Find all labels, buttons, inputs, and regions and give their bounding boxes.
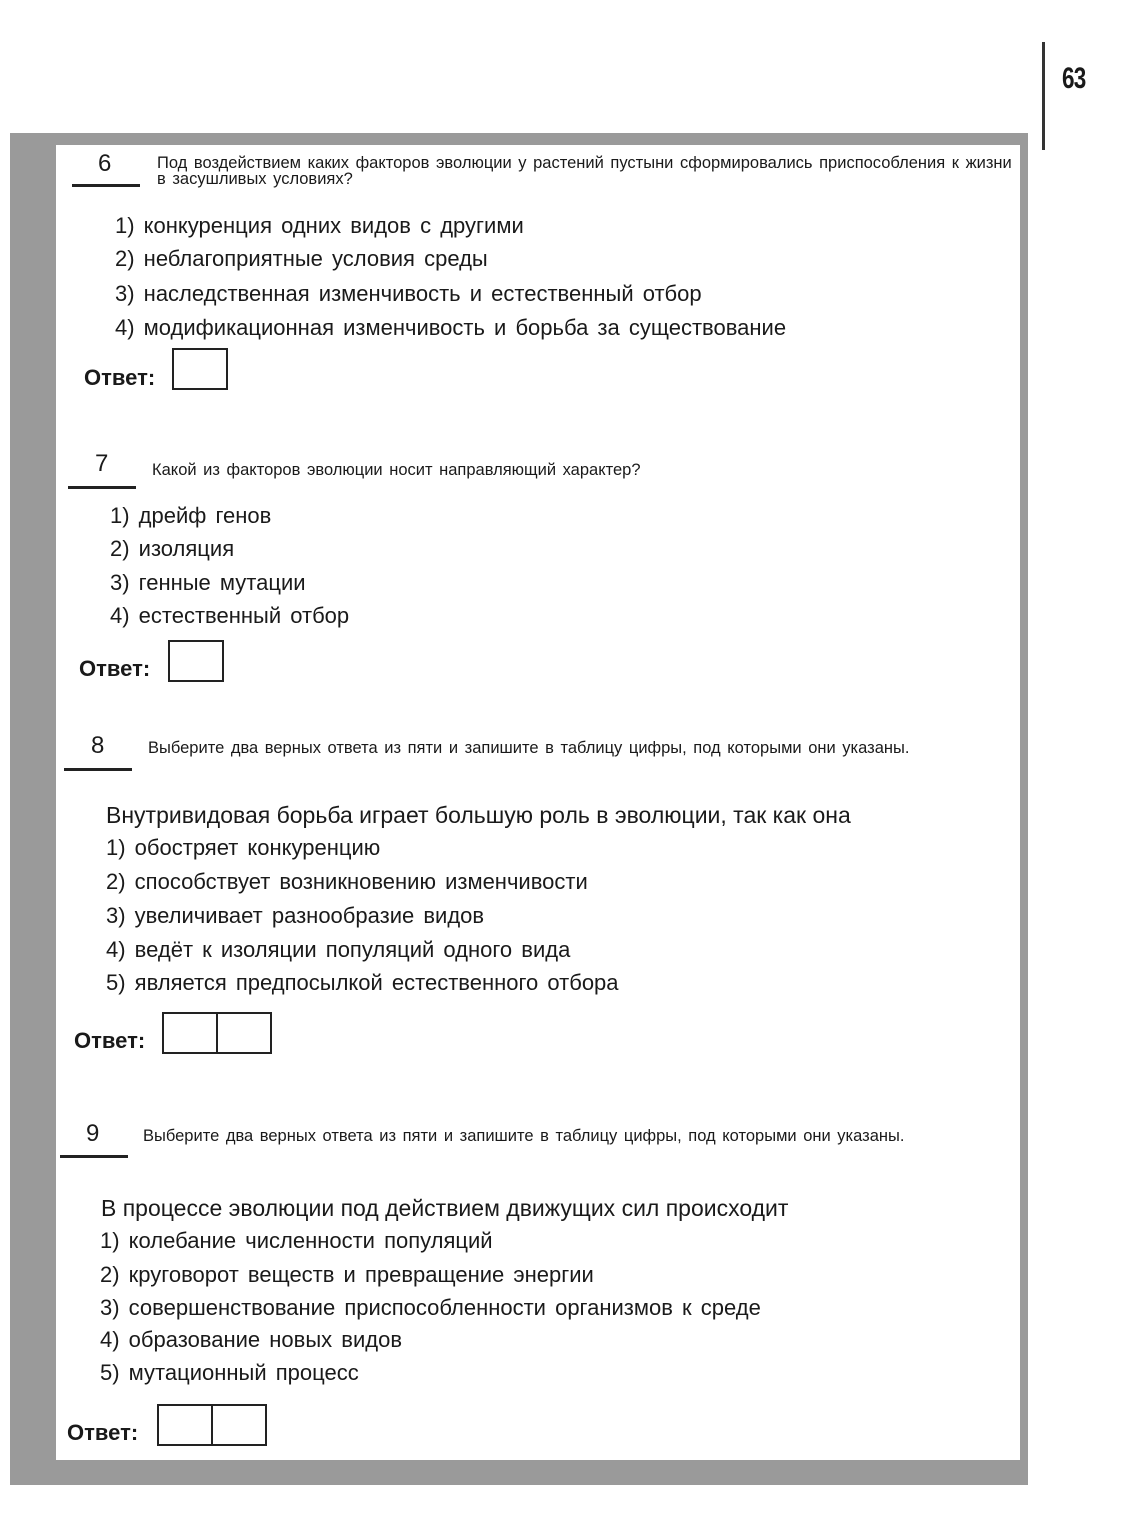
page-margin-line	[1042, 42, 1045, 150]
task-prompt: Выберите два верных ответа из пяти и запишите в таблицу цифры, под которыми они указаны.	[148, 739, 910, 757]
answer-label: Ответ:	[67, 1420, 139, 1445]
option: 1) колебание численности популяций	[100, 1228, 493, 1253]
option: 2) изоляция	[110, 536, 235, 561]
task-number-underline	[60, 1155, 128, 1158]
task-number: 6	[98, 150, 112, 177]
option: 2) круговорот веществ и превращение энергии	[100, 1262, 594, 1287]
answer-box[interactable]	[168, 640, 224, 682]
page-number: 63	[1062, 62, 1086, 95]
option: 1) дрейф генов	[110, 503, 272, 528]
task-number: 9	[86, 1120, 100, 1147]
answer-box[interactable]	[172, 348, 228, 390]
option: 4) модификационная изменчивость и борьба за существование	[115, 315, 787, 340]
option: 3) увеличивает разнообразие видов	[106, 903, 485, 928]
option: 3) совершенствование приспособленности организмов к среде	[100, 1295, 761, 1320]
task-number-underline	[72, 184, 140, 187]
option: 2) способствует возникновению изменчивости	[106, 869, 588, 894]
option: 3) наследственная изменчивость и естественный отбор	[115, 281, 702, 306]
answer-cell[interactable]	[170, 642, 222, 680]
option: 5) является предпосылкой естественного отбора	[106, 970, 619, 995]
task-number-underline	[68, 486, 136, 489]
answer-box[interactable]	[162, 1012, 272, 1054]
answer-cell[interactable]	[164, 1014, 216, 1052]
answer-cell[interactable]	[216, 1014, 270, 1052]
answer-cell[interactable]	[211, 1406, 265, 1444]
option: 5) мутационный процесс	[100, 1360, 359, 1385]
answer-label: Ответ:	[74, 1028, 146, 1053]
task-number: 7	[95, 450, 109, 477]
answer-label: Ответ:	[84, 365, 156, 390]
task-prompt: Выберите два верных ответа из пяти и запишите в таблицу цифры, под которыми они указаны.	[143, 1127, 905, 1145]
option: 4) образование новых видов	[100, 1327, 403, 1352]
answer-cell[interactable]	[159, 1406, 211, 1444]
option: 1) конкуренция одних видов с другими	[115, 213, 524, 238]
task-stem: В процессе эволюции под действием движущих сил происходит	[101, 1195, 789, 1221]
task-number: 8	[91, 732, 105, 759]
option: 4) ведёт к изоляции популяций одного вида	[106, 937, 571, 962]
answer-label: Ответ:	[79, 656, 151, 681]
option: 4) естественный отбор	[110, 603, 350, 628]
task-number-underline	[64, 768, 132, 771]
task-prompt: Под воздействием каких факторов эволюции у растений пустыни сформировались приспособления к жизни в засушливых условиях?	[157, 154, 1012, 188]
task-prompt: Какой из факторов эволюции носит направляющий характер?	[152, 461, 641, 479]
option: 2) неблагоприятные условия среды	[115, 246, 488, 271]
task-stem: Внутривидовая борьба играет большую роль в эволюции, так как она	[106, 802, 851, 828]
answer-cell[interactable]	[174, 350, 226, 388]
option: 1) обостряет конкуренцию	[106, 835, 381, 860]
option: 3) генные мутации	[110, 570, 306, 595]
answer-box[interactable]	[157, 1404, 267, 1446]
